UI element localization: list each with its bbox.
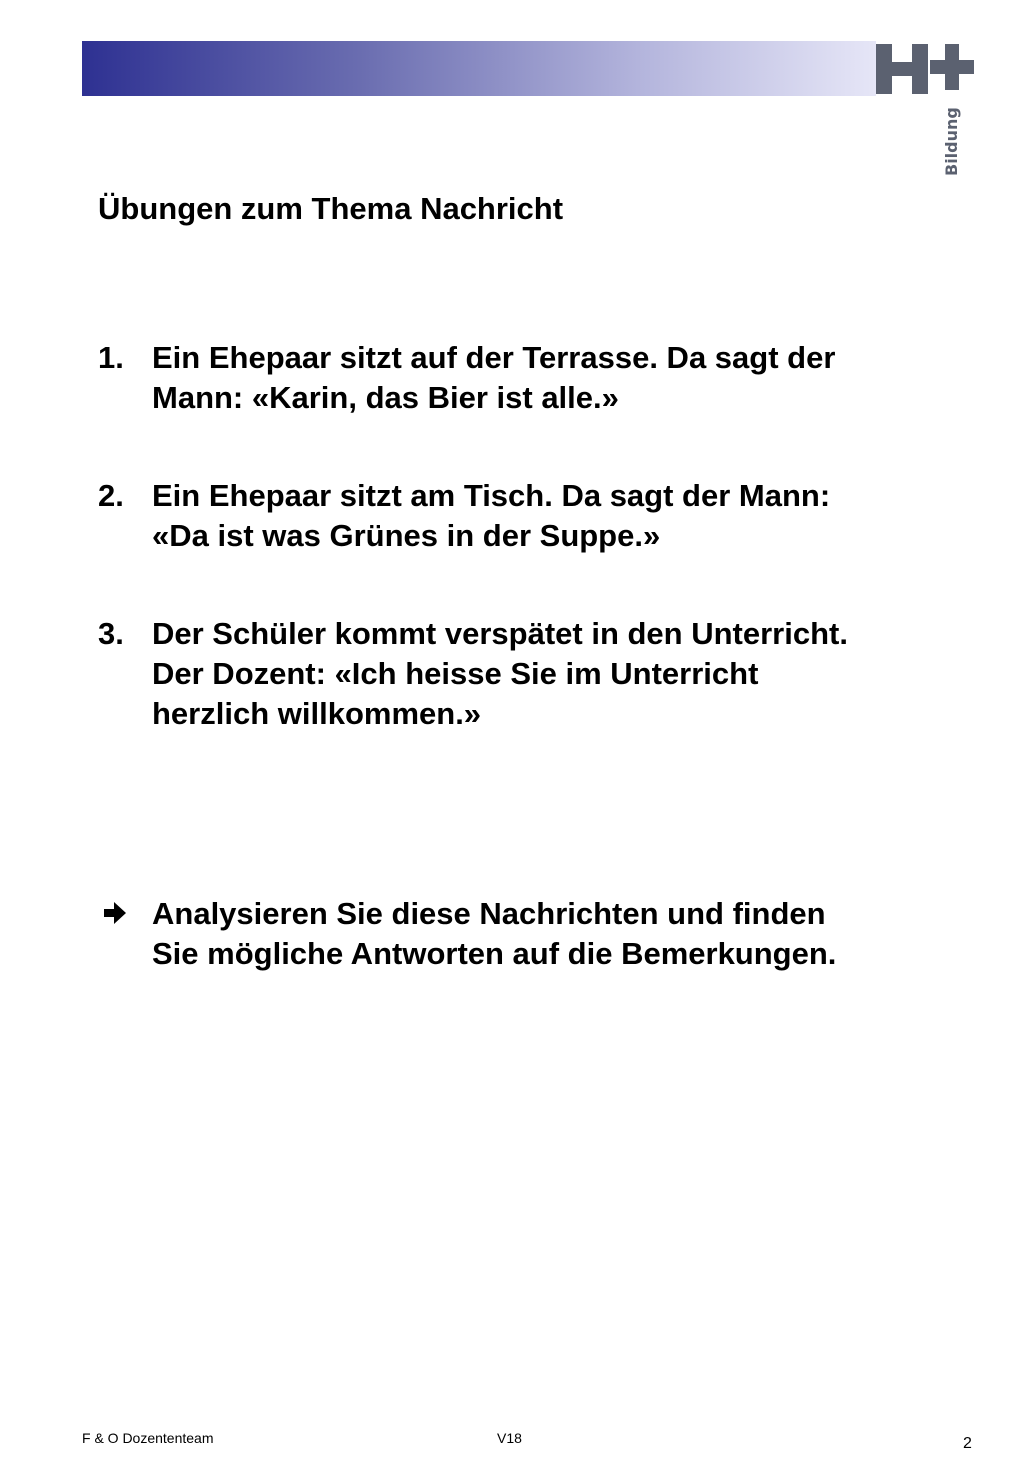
page-title: Übungen zum Thema Nachricht: [98, 191, 564, 226]
exercise-number: 2.: [98, 478, 124, 513]
footer-author: F & O Dozententeam: [82, 1430, 214, 1446]
exercise-item-2: [98, 476, 958, 556]
page-number: 2: [963, 1435, 972, 1452]
exercise-text-line: Ein Ehepaar sitzt am Tisch. Da sagt der Mann:: [152, 478, 831, 513]
exercise-list: [98, 338, 958, 792]
exercise-item-1: [98, 338, 958, 418]
logo-graphic: [874, 40, 974, 180]
header-gradient-bar: [82, 41, 876, 96]
exercise-text-line: «Da ist was Grünes in der Suppe.»: [152, 518, 661, 553]
exercise-text-line: herzlich willkommen.»: [152, 696, 482, 731]
exercise-number: 1.: [98, 340, 124, 375]
exercise-text-line: Mann: «Karin, das Bier ist alle.»: [152, 380, 619, 415]
footer-version: V18: [497, 1430, 522, 1446]
task-text-line: Analysieren Sie diese Nachrichten und finden: [152, 896, 826, 931]
exercise-number: 3.: [98, 616, 124, 651]
task-instruction: [98, 894, 958, 974]
exercise-text-line: Ein Ehepaar sitzt auf der Terrasse. Da sagt der: [152, 340, 836, 375]
task-text-line: Sie mögliche Antworten auf die Bemerkungen.: [152, 936, 837, 971]
hplus-bildung-logo: [874, 40, 974, 180]
exercise-item-3: [98, 614, 958, 734]
arrow-right-icon: [102, 900, 128, 926]
logo-wordmark: Bildung: [942, 107, 961, 176]
exercise-text-line: Der Schüler kommt verspätet in den Unterricht.: [152, 616, 848, 651]
exercise-text-line: Der Dozent: «Ich heisse Sie im Unterricht: [152, 656, 759, 691]
